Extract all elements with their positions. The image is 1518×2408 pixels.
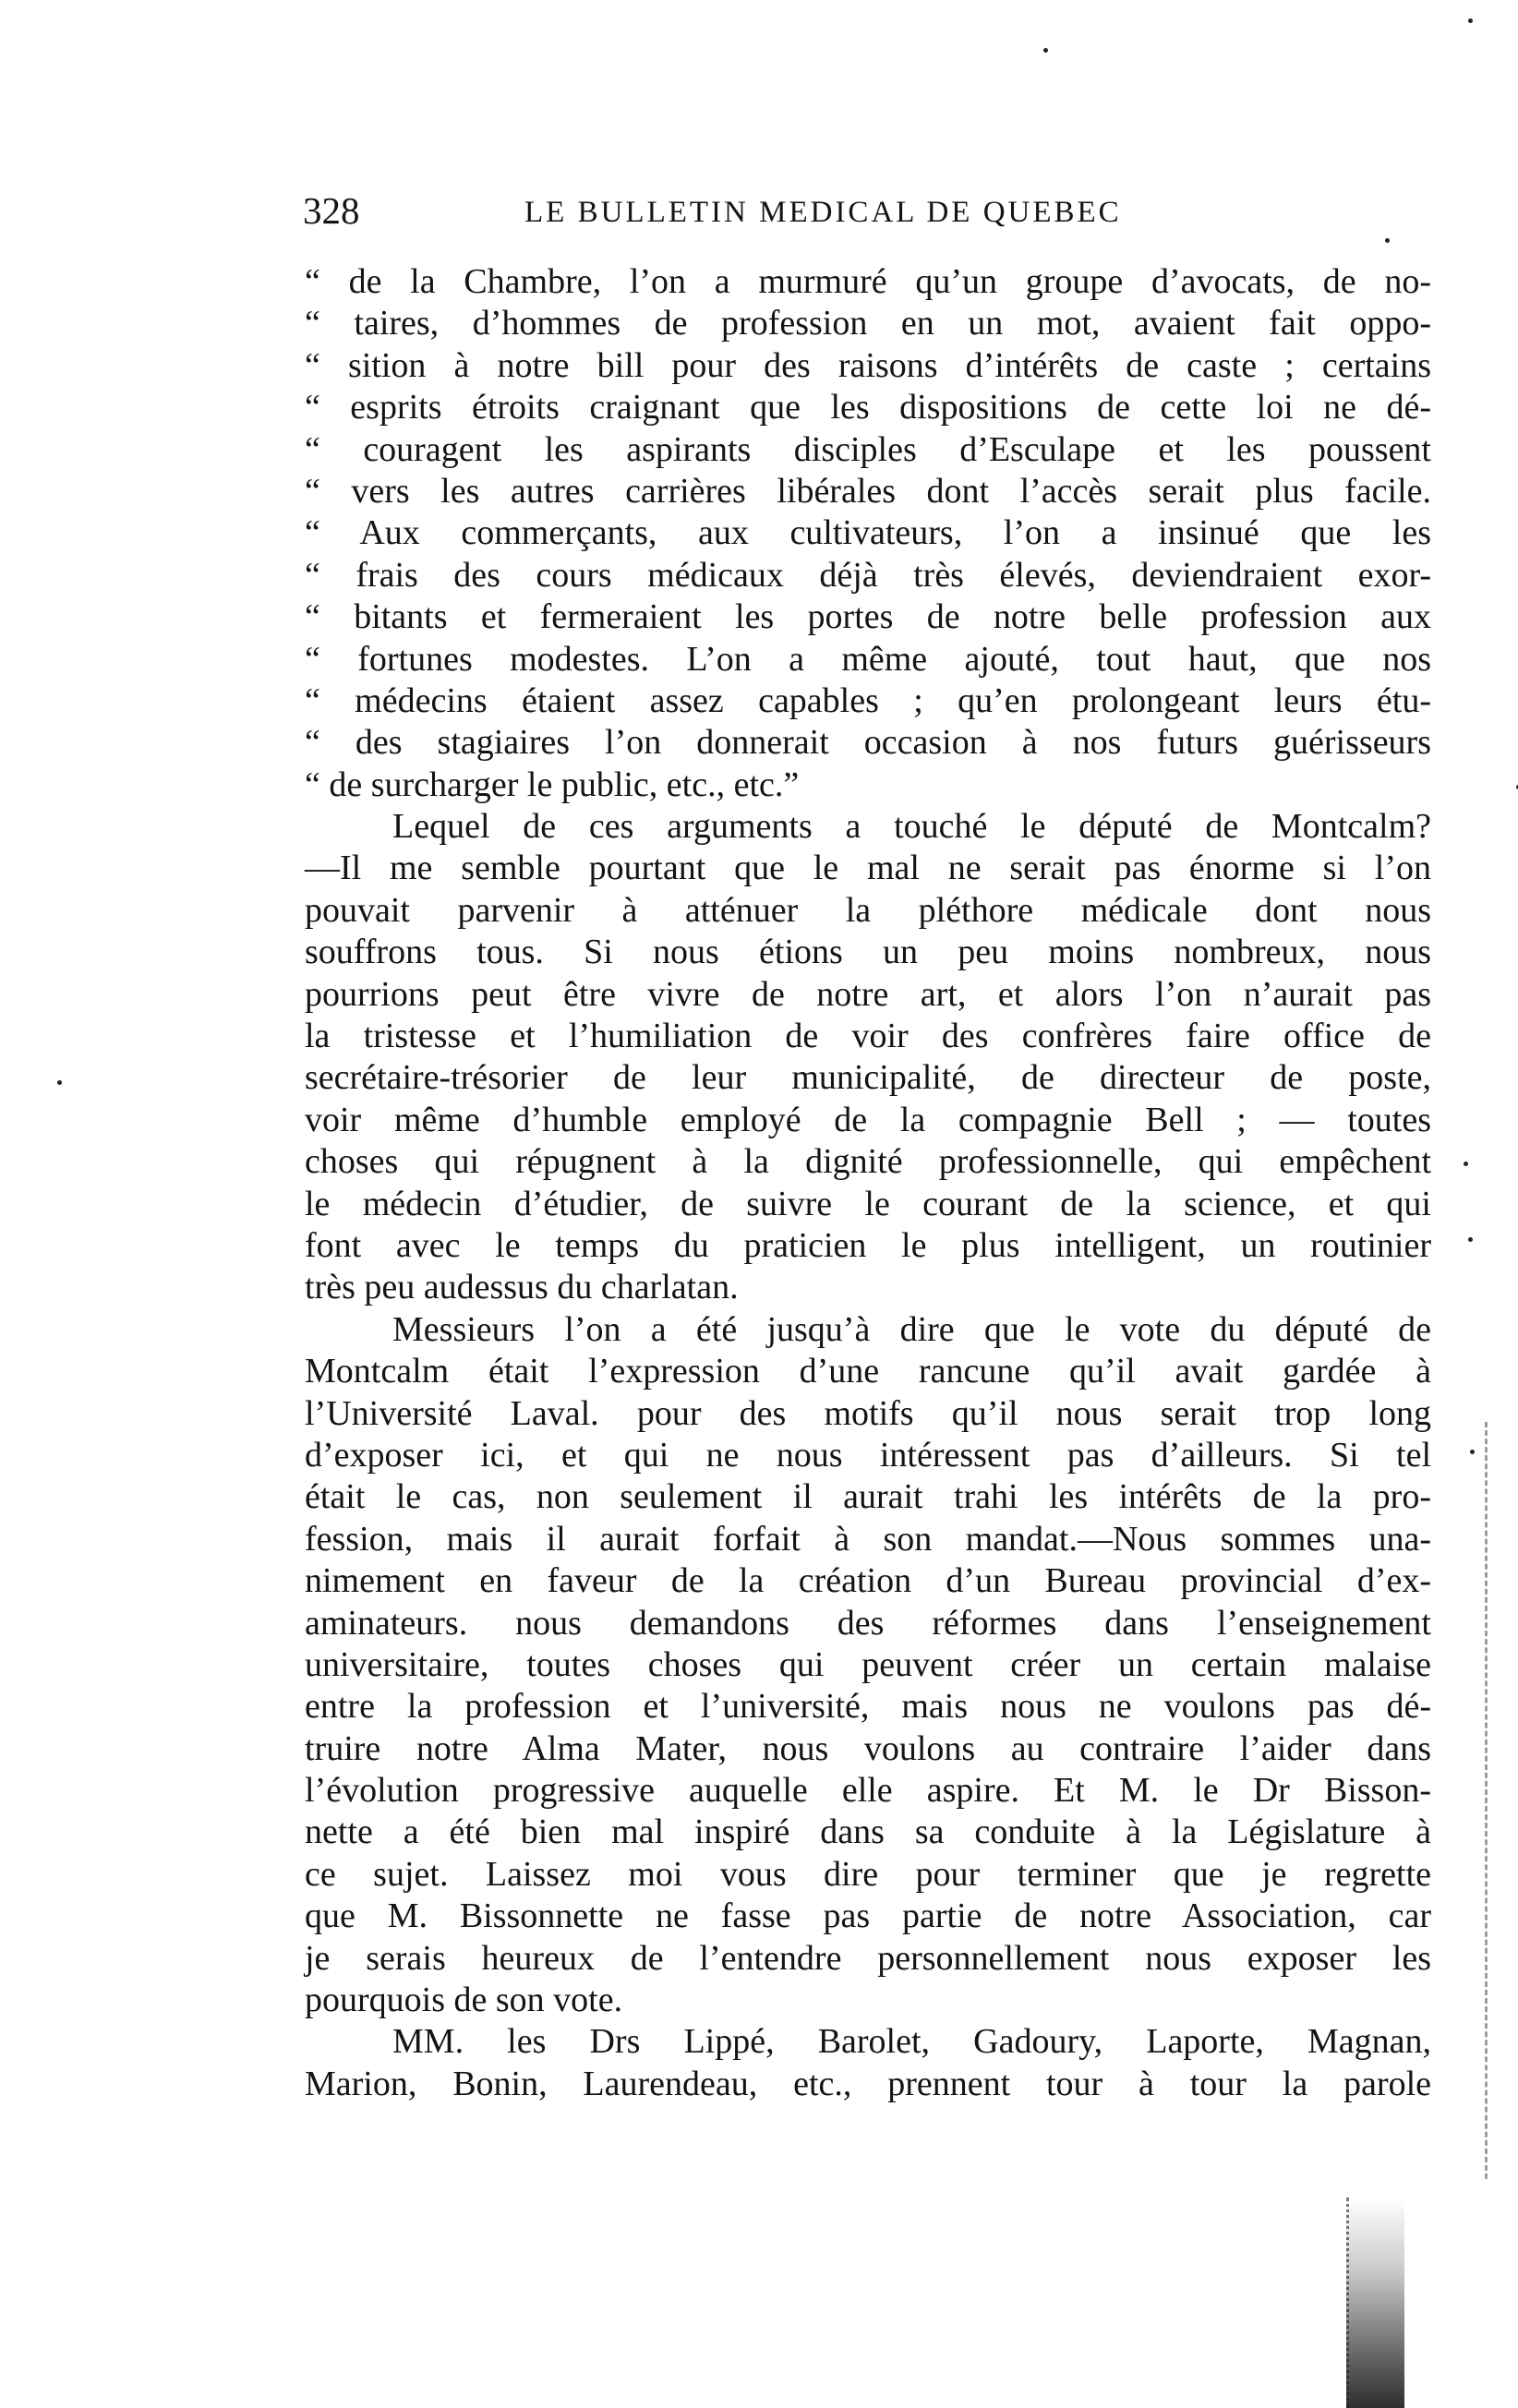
text-line: “ couragent les aspirants disciples d’Esculape et les poussent [305,429,1431,469]
text-line: ce sujet. Laissez moi vous dire pour terminer que je regrette [305,1854,1431,1894]
text-line: que M. Bissonnette ne fasse pas partie de notre Association, car [305,1896,1431,1936]
text-line: “ médecins étaient assez capables ; qu’en prolongeant leurs étu- [305,680,1431,720]
text-line: “ de la Chambre, l’on a murmuré qu’un groupe d’avocats, de no- [305,262,1431,301]
text-line: Marion, Bonin, Laurendeau, etc., prennent tour à tour la parole [305,2064,1431,2103]
text-line: “ fortunes modestes. L’on a même ajouté, tout haut, que nos [305,639,1431,679]
text-line: aminateurs. nous demandons des réformes dans l’enseignement [305,1603,1431,1643]
text-line: “ esprits étroits craignant que les dispositions de cette loi ne dé- [305,388,1431,427]
body-text [305,261,1431,2105]
text-line: pourrions peut être vivre de notre art, et alors l’on n’aurait pas [305,974,1431,1014]
page-number: 328 [303,189,360,232]
text-line: “ sition à notre bill pour des raisons d’intérêts de caste ; certains [305,345,1431,385]
text-line: nette a été bien mal inspiré dans sa conduite à la Législature à [305,1812,1431,1852]
text-line: l’Université Laval. pour des motifs qu’il nous serait trop long [305,1393,1431,1433]
text-line: —Il me semble pourtant que le mal ne serait pas énorme si l’on [305,849,1431,888]
scan-speck [1470,1450,1475,1454]
text-line: pourquois de son vote. [305,1981,623,2020]
paragraph-start-line: Lequel de ces arguments a touché le député de Montcalm? [392,807,1431,847]
text-line: la tristesse et l’humiliation de voir des confrères faire office de [305,1017,1431,1056]
text-line: “ de surcharger le public, etc., etc.” [305,765,800,804]
text-line: secrétaire-trésorier de leur municipalité, de directeur de poste, [305,1058,1431,1098]
text-line: Montcalm était l’expression d’une rancune qu’il avait gardée à [305,1352,1431,1391]
scan-speck [1043,48,1048,53]
text-line: “ bitants et fermeraient les portes de notre belle profession aux [305,597,1431,637]
scan-speck [1385,238,1390,243]
text-line: fession, mais il aurait forfait à son mandat.—Nous sommes una- [305,1519,1431,1559]
text-line: “ Aux commerçants, aux cultivateurs, l’on a insinué que les [305,513,1431,553]
scan-speck [1468,1237,1473,1242]
scan-speck [1468,18,1473,23]
text-line: “ des stagiaires l’on donnerait occasion à nos futurs guérisseurs [305,723,1431,763]
text-line: je serais heureux de l’entendre personnellement nous exposer les [305,1938,1431,1978]
text-line: universitaire, toutes choses qui peuvent créer un certain malaise [305,1644,1431,1684]
paragraph-start-line: Messieurs l’on a été jusqu’à dire que le vote du député de [392,1309,1431,1349]
text-line: “ taires, d’hommes de profession en un mot, avaient fait oppo- [305,304,1431,343]
text-line: “ frais des cours médicaux déjà très élevés, deviendraient exor- [305,555,1431,595]
text-line: très peu audessus du charlatan. [305,1268,739,1307]
scan-smudge [1346,2197,1404,2408]
text-line: choses qui répugnent à la dignité professionnelle, qui empêchent [305,1142,1431,1182]
scan-speck [57,1080,62,1085]
text-line: l’évolution progressive auquelle elle aspire. Et M. le Dr Bisson- [305,1771,1431,1811]
text-line: était le cas, non seulement il aurait trahi les intérêts de la pro- [305,1477,1431,1517]
text-line: “ vers les autres carrières libérales dont l’accès serait plus facile. [305,471,1431,511]
paragraph-start-line: MM. les Drs Lippé, Barolet, Gadoury, Laporte, Magnan, [392,2022,1431,2062]
text-line: entre la profession et l’université, mais nous ne voulons pas dé- [305,1687,1431,1727]
text-line: nimement en faveur de la création d’un Bureau provincial d’ex- [305,1561,1431,1601]
text-line: souffrons tous. Si nous étions un peu moins nombreux, nous [305,933,1431,972]
text-line: pouvait parvenir à atténuer la pléthore médicale dont nous [305,890,1431,930]
text-line: le médecin d’étudier, de suivre le courant de la science, et qui [305,1184,1431,1223]
scan-edge-artifact [1485,1422,1491,2179]
page-header [303,188,1226,233]
text-line: truire notre Alma Mater, nous voulons au contraire l’aider dans [305,1728,1431,1768]
running-head: LE BULLETIN MEDICAL DE QUEBEC [524,196,1122,229]
text-line: font avec le temps du praticien le plus intelligent, un routinier [305,1225,1431,1265]
text-line: voir même d’humble employé de la compagnie Bell ; — toutes [305,1100,1431,1139]
scan-speck [1464,1162,1468,1166]
text-line: d’exposer ici, et qui ne nous intéressent pas d’ailleurs. Si tel [305,1435,1431,1475]
